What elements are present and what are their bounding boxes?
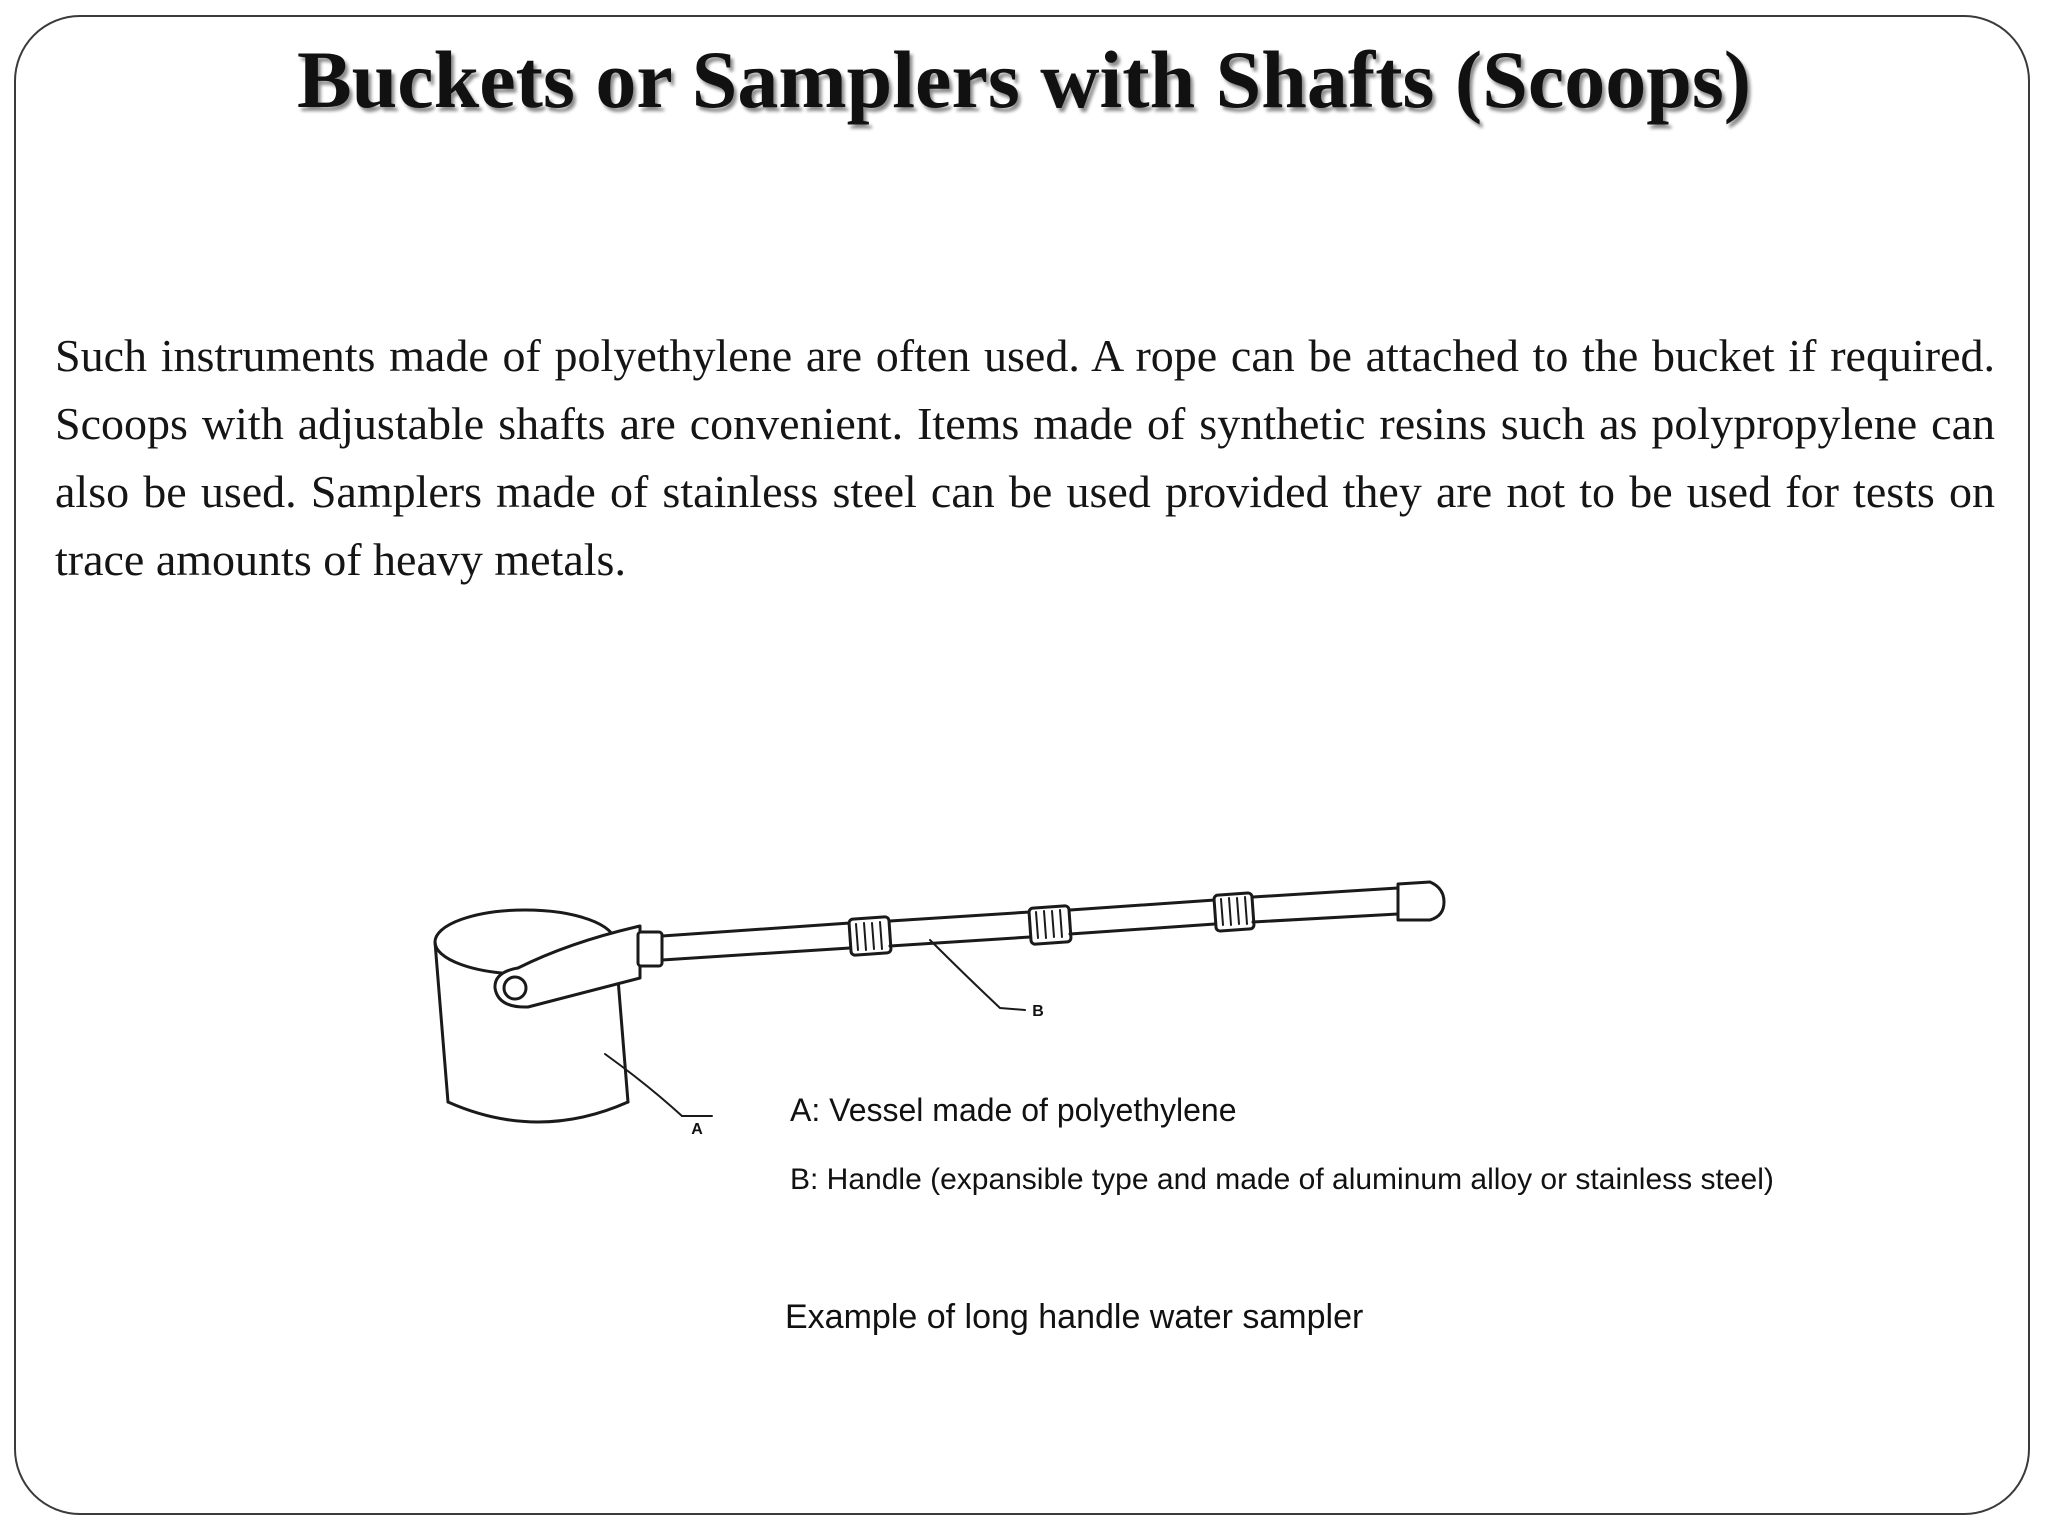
figure-caption: Example of long handle water sampler: [785, 1298, 1364, 1336]
sampler-figure: [400, 880, 1880, 1360]
vessel-drawing: [435, 910, 640, 1122]
legend-handle: B: Handle (expansible type and made of aluminum alloy or stainless steel): [790, 1163, 1774, 1196]
label-b: B: [1032, 1003, 1044, 1020]
legend-vessel: A: Vessel made of polyethylene: [790, 1092, 1237, 1128]
leader-line-a: [605, 1054, 712, 1116]
body-paragraph: Such instruments made of polyethylene are often used. A rope can be attached to the bucket if required. Scoops with adjustable shafts are convenient. Items made of synthetic resins such as polypropylene can also be used. Samplers made of stainless steel can be used provided they are not to be used for tests on trace amounts of heavy metals.: [55, 330, 1995, 585]
handle-connector: [638, 932, 662, 966]
slide-title: Buckets or Samplers with Shafts (Scoops): [296, 34, 1752, 125]
handle-drawing: [662, 882, 1444, 960]
leader-line-b: [930, 940, 1025, 1010]
label-a: A: [691, 1121, 703, 1138]
